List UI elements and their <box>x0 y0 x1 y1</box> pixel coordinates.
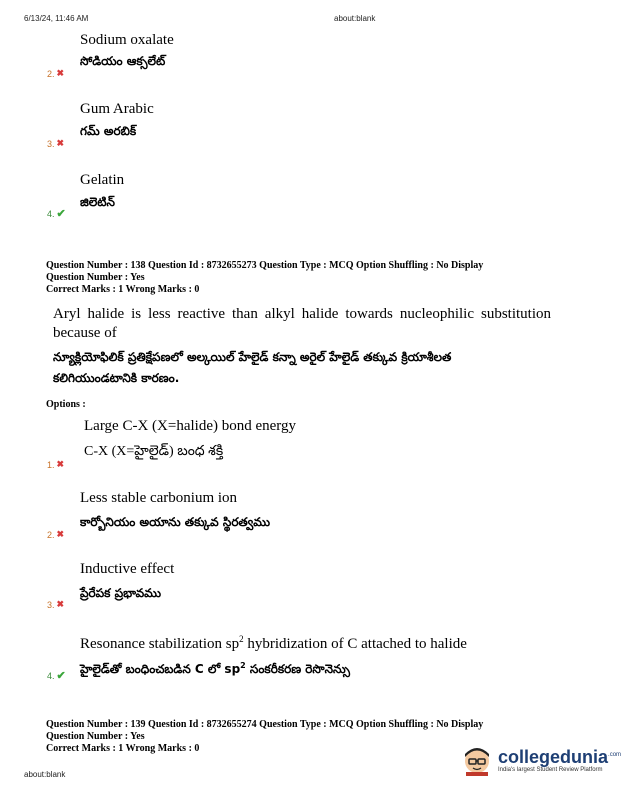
q138-option-2-english: Less stable carbonium ion <box>80 490 238 506</box>
q138-option-2-number: 2. <box>47 529 55 540</box>
logo-tagline: India's largest Student Review Platform <box>498 766 603 773</box>
q138-option-1-telugu: C-X (X=హైలైడ్) బంధ శక్తి <box>84 444 224 459</box>
q138-meta-line1: Question Number : 138 Question Id : 8732655273 Question Type : MCQ Option Shuffling : No Display <box>46 260 484 271</box>
q139-meta-line2: Question Number : Yes <box>46 731 145 742</box>
prev-option-4-english: Gelatin <box>80 172 125 188</box>
collegedunia-logo <box>460 742 621 776</box>
q138-option-1-number: 1. <box>47 459 55 470</box>
wrong-cross-icon: ✖ <box>56 68 65 78</box>
prev-option-2-marker <box>47 68 64 79</box>
q138-option-4-english-sup: 2 <box>239 634 244 644</box>
wrong-cross-icon: ✖ <box>56 599 65 609</box>
q138-option-4-telugu-sup: 2 <box>240 661 246 670</box>
q138-option-1-marker <box>47 459 64 470</box>
prev-option-2-telugu: సోడియం ఆక్సలేట్ <box>80 54 166 68</box>
prev-option-3-marker <box>47 138 64 149</box>
prev-option-4-number: 4. <box>47 208 55 219</box>
q138-option-2-marker <box>47 529 64 540</box>
q138-question-telugu-line2: కలిగియుండటానికి కారణం. <box>53 371 180 385</box>
q138-question-telugu <box>53 347 553 389</box>
q138-meta-line2: Question Number : Yes <box>46 272 145 283</box>
logo-name: collegedunia <box>498 746 609 767</box>
prev-option-4-telugu: జిలెటిన్ <box>80 195 115 209</box>
q138-option-3-marker <box>47 599 64 610</box>
print-url: about:blank <box>334 14 376 23</box>
prev-option-3-telugu: గమ్ అరబిక్ <box>80 124 137 138</box>
q138-option-3-english: Inductive effect <box>80 561 175 577</box>
q138-option-4-english-post: hybridization of C attached to halide <box>243 636 467 652</box>
prev-option-3-english: Gum Arabic <box>80 101 154 117</box>
correct-check-icon: ✔ <box>56 208 66 220</box>
wrong-cross-icon: ✖ <box>56 459 65 469</box>
q138-question-telugu-line1: న్యూక్లియోఫిలిక్ ప్రతిక్షేపణలో అల్కయిల్ హేలైడ్ కన్నా అరైల్ హేలైడ్ తక్కువ క్రియాశీలత <box>53 350 452 364</box>
q138-option-4-telugu-post: సంకరీకరణ రెసొనెన్సు <box>245 662 350 676</box>
logo-domain: .com <box>608 751 621 758</box>
q138-meta-line3: Correct Marks : 1 Wrong Marks : 0 <box>46 284 200 295</box>
q138-option-4-marker <box>47 669 66 682</box>
q138-option-4-english <box>80 631 467 653</box>
q139-meta-line3: Correct Marks : 1 Wrong Marks : 0 <box>46 743 200 754</box>
print-datetime: 6/13/24, 11:46 AM <box>24 14 89 23</box>
prev-option-2-number: 2. <box>47 68 55 79</box>
q138-option-3-telugu: ప్రేరేపక ప్రభావము <box>80 586 162 600</box>
print-footer-url: about:blank <box>24 770 66 779</box>
q139-meta <box>46 719 483 755</box>
q139-meta-line1: Question Number : 139 Question Id : 8732655274 Question Type : MCQ Option Shuffling : No Display <box>46 719 484 730</box>
logo-wordmark <box>498 746 621 767</box>
options-label: Options : <box>46 399 86 410</box>
prev-option-2-english: Sodium oxalate <box>80 32 174 48</box>
q138-meta <box>46 260 483 296</box>
q138-option-4-english-pre: Resonance stabilization sp <box>80 636 240 652</box>
q138-option-1-english: Large C-X (X=halide) bond energy <box>84 418 297 434</box>
q138-option-2-telugu: కార్బోనియం అయాను తక్కువ స్థిరత్వము <box>80 515 271 529</box>
wrong-cross-icon: ✖ <box>56 138 65 148</box>
prev-option-4-marker <box>47 207 66 220</box>
prev-option-3-number: 3. <box>47 138 55 149</box>
q138-option-4-telugu-pre: హైలైడ్‌తో బంధించబడిన C లో sp <box>80 662 241 676</box>
correct-check-icon: ✔ <box>56 670 66 682</box>
student-mascot-icon <box>460 742 494 776</box>
q138-option-4-number: 4. <box>47 670 55 681</box>
q138-option-3-number: 3. <box>47 599 55 610</box>
q138-question-english: Aryl halide is less reactive than alkyl halide towards nucleophilic substitution because of <box>53 306 551 341</box>
q138-option-4-telugu <box>80 658 350 677</box>
wrong-cross-icon: ✖ <box>56 529 65 539</box>
